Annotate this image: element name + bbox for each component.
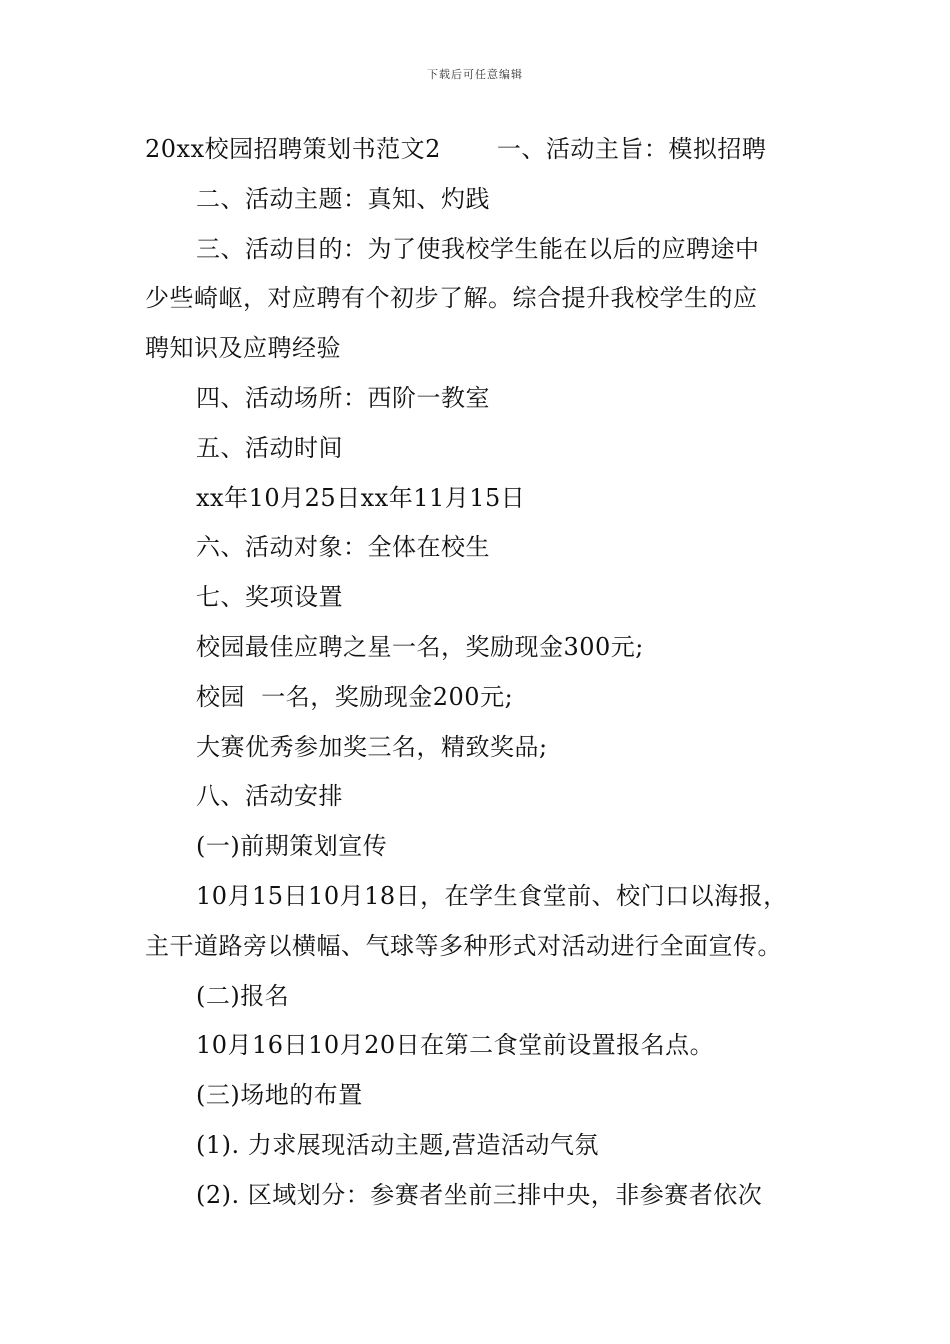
paragraph-line: 10月15日10月18日，在学生食堂前、校门口以海报， bbox=[196, 881, 788, 910]
section-venue: 四、活动场所：西阶一教室 bbox=[196, 383, 490, 412]
section-schedule: 八、活动安排 bbox=[196, 782, 343, 811]
award-item: 校园最佳应聘之星一名，奖励现金300元; bbox=[196, 632, 644, 661]
award-item: 大赛优秀参加奖三名，精致奖品; bbox=[196, 732, 548, 761]
page-header-note: 下载后可任意编辑 bbox=[427, 68, 523, 81]
paragraph-line: 主干道路旁以横幅、气球等多种形式对活动进行全面宣传。 bbox=[145, 931, 782, 960]
paragraph-line: 聘知识及应聘经验 bbox=[145, 334, 341, 363]
subsection-registration: (二)报名 bbox=[196, 981, 290, 1010]
document-body bbox=[145, 125, 835, 1221]
section-awards: 七、奖项设置 bbox=[196, 583, 343, 612]
title-line bbox=[145, 125, 835, 175]
list-item: (2). 区域划分：参赛者坐前三排中央，非参赛者依次 bbox=[196, 1180, 763, 1209]
section-theme: 二、活动主题：真知、灼践 bbox=[196, 184, 490, 213]
time-range: xx年10月25日xx年11月15日 bbox=[196, 483, 526, 512]
paragraph-line: 少些崎岖，对应聘有个初步了解。综合提升我校学生的应 bbox=[145, 284, 758, 313]
document-title: 20xx校园招聘策划书范文2 bbox=[145, 135, 441, 163]
paragraph-line: 10月16日10月20日在第二食堂前设置报名点。 bbox=[196, 1031, 715, 1060]
section-time: 五、活动时间 bbox=[196, 433, 343, 462]
award-item: 校园 一名，奖励现金200元; bbox=[196, 682, 514, 711]
list-item: (1). 力求展现活动主题,营造活动气氛 bbox=[196, 1130, 599, 1159]
subsection-promotion: (一)前期策划宣传 bbox=[196, 832, 388, 861]
section-goal: 三、活动目的：为了使我校学生能在以后的应聘途中 bbox=[196, 234, 760, 263]
subsection-venue-setup: (三)场地的布置 bbox=[196, 1081, 363, 1110]
section-purpose: 一、活动主旨：模拟招聘 bbox=[496, 135, 767, 163]
section-audience: 六、活动对象：全体在校生 bbox=[196, 533, 490, 562]
